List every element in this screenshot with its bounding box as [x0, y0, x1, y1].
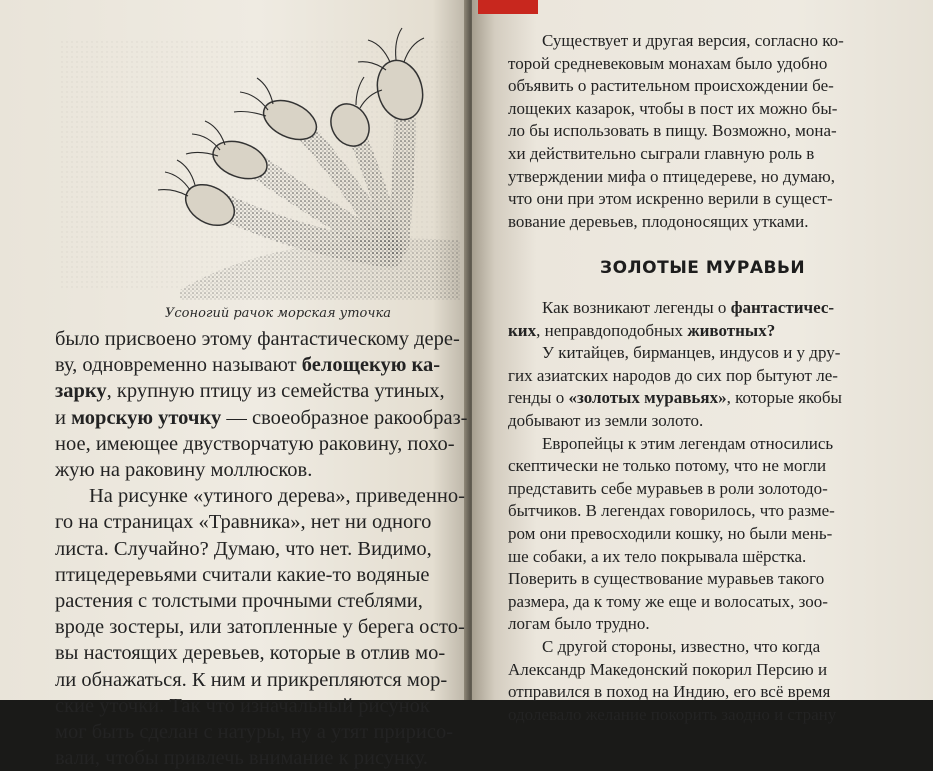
text-line — [55, 431, 460, 457]
text-run: генды о — [508, 388, 569, 408]
text-run: жую на раковину моллюсков. — [55, 459, 313, 482]
text-line — [55, 667, 460, 693]
bold-term: фантастичес- — [730, 298, 835, 317]
text-line — [508, 320, 928, 343]
text-line — [508, 342, 928, 365]
left-page-text — [55, 326, 468, 771]
text-line — [55, 640, 460, 666]
text-line — [508, 166, 928, 189]
text-line — [55, 352, 460, 378]
text-run: ше собаки, а их тело покрывала шёрстка. — [508, 546, 807, 566]
text-line — [508, 546, 928, 569]
text-run: одолевало желание покорить заодно и страну — [508, 704, 837, 724]
text-run: листа. Случайно? Думаю, что нет. Видимо, — [55, 537, 432, 560]
text-run: объявить о растительном происхождении бе- — [508, 76, 834, 96]
text-run: было присвоено этому фантастическому дере- — [55, 328, 460, 350]
text-run: Поверить в существование муравьев такого — [508, 569, 825, 589]
text-run: , неправдоподобных — [536, 320, 688, 340]
text-line — [508, 704, 928, 727]
text-line — [508, 433, 928, 456]
text-line — [55, 588, 460, 614]
text-line — [508, 613, 928, 636]
text-line — [508, 188, 928, 211]
text-line — [508, 53, 928, 76]
text-run: представить себе муравьев в роли золотодо- — [508, 478, 828, 498]
text-run: отправился в поход на Индию, его всё время — [508, 682, 831, 702]
text-run: и — [55, 406, 72, 429]
text-run: вали, чтобы привлечь внимание к рисунку. — [55, 747, 428, 770]
text-line — [508, 98, 928, 121]
text-run: ские уточки. Так что изначальный рисунок — [55, 694, 430, 717]
text-line — [508, 478, 928, 501]
right-page-top-text — [508, 30, 928, 233]
text-line — [55, 536, 460, 562]
text-line — [55, 719, 460, 745]
text-line — [508, 211, 928, 234]
text-line — [508, 591, 928, 614]
text-line — [508, 120, 928, 143]
text-line — [508, 455, 928, 478]
text-run: размера, да к тому же еще и волосатых, зоо- — [508, 591, 828, 611]
text-run: , крупную птицу из семейства утиных, — [106, 380, 445, 403]
text-run: хи действительно сыграли главную роль в — [508, 143, 815, 163]
text-line — [508, 410, 928, 433]
text-line — [55, 378, 460, 404]
text-line — [55, 509, 460, 535]
text-run: Как возникают легенды о — [542, 298, 731, 317]
text-run: добывают из земли золото. — [508, 410, 704, 430]
text-line — [508, 365, 928, 388]
text-run: Существует и другая версия, согласно ко- — [542, 31, 844, 50]
text-run: утверждении мифа о птицедереве, но думаю, — [508, 166, 835, 186]
text-line — [508, 681, 928, 704]
text-run: вование деревьев, плодоносящих утками. — [508, 211, 809, 231]
text-run: мог быть сделан с натуры, ну а утят пририсо- — [55, 721, 454, 744]
text-run: лощеких казарок, чтобы в пост их можно бы- — [508, 98, 838, 118]
text-line — [55, 745, 460, 771]
text-line — [508, 75, 928, 98]
text-run: что они при этом искренно верили в сущест- — [508, 189, 833, 209]
bold-term: животных? — [687, 320, 776, 340]
text-run: го на страницах «Травника», нет ни одного — [55, 511, 432, 534]
text-run: вы настоящих деревьев, которые в отлив мо- — [55, 642, 446, 665]
text-line — [508, 636, 928, 659]
text-run: Европейцы к этим легендам относились — [542, 433, 834, 453]
text-run: птицедеревьями считали какие-то водяные — [55, 563, 430, 586]
text-run: ром они превосходили кошку, но были мень- — [508, 523, 833, 543]
text-line — [55, 614, 465, 640]
bold-term: зарку — [55, 380, 107, 403]
text-run: логам было трудно. — [508, 614, 650, 634]
text-run: Александр Македонский покорил Персию и — [508, 659, 828, 679]
text-run: гих азиатских народов до сих пор бытуют ле- — [508, 365, 838, 385]
text-run: — своеобразное ракообраз- — [221, 406, 468, 429]
text-line — [55, 457, 460, 483]
barnacle-illustration — [60, 0, 460, 300]
text-line — [508, 297, 928, 320]
text-run: ло бы использовать в пищу. Возможно, мона- — [508, 121, 837, 141]
text-line — [508, 659, 928, 682]
text-run: растения с толстыми прочными стеблями, — [55, 590, 423, 613]
text-run: С другой стороны, известно, что когда — [542, 636, 821, 656]
text-run: ное, имеющее двустворчатую раковину, похо- — [55, 432, 455, 455]
text-line — [508, 523, 928, 546]
bold-term: «золотых муравьях» — [568, 388, 727, 408]
text-line — [508, 568, 928, 591]
text-run: ли обнажаться. К ним и прикрепляются мор- — [55, 668, 448, 691]
text-line — [508, 500, 928, 523]
text-run: вроде зостеры, или затопленные у берега осто- — [55, 616, 465, 639]
text-run: , которые якобы — [726, 388, 842, 408]
section-heading: ЗОЛОТЫЕ МУРАВЬИ — [600, 258, 806, 278]
text-run: скептически не только потому, что не могли — [508, 456, 827, 476]
text-line — [508, 30, 928, 53]
bold-term: ких — [508, 320, 537, 340]
text-line — [55, 405, 468, 431]
text-run: У китайцев, бирманцев, индусов и у дру- — [542, 343, 841, 363]
text-line — [55, 693, 460, 719]
figure-caption: Усоногий рачок морская уточка — [165, 306, 391, 321]
red-book-edge — [478, 0, 538, 14]
text-line — [508, 387, 928, 410]
text-line — [55, 483, 465, 509]
text-run: На рисунке «утиного дерева», приведенно- — [89, 485, 465, 508]
right-page-body-text — [508, 297, 928, 726]
bold-term: белощекую ка- — [301, 354, 441, 377]
text-line — [508, 143, 928, 166]
text-line — [55, 562, 460, 588]
text-run: ву, одновременно называют — [55, 354, 302, 377]
text-run: бытчиков. В легендах говорилось, что разме- — [508, 501, 835, 521]
text-run: торой средневековым монахам было удобно — [508, 53, 828, 73]
bold-term: морскую уточку — [71, 406, 222, 429]
text-line — [55, 326, 460, 352]
